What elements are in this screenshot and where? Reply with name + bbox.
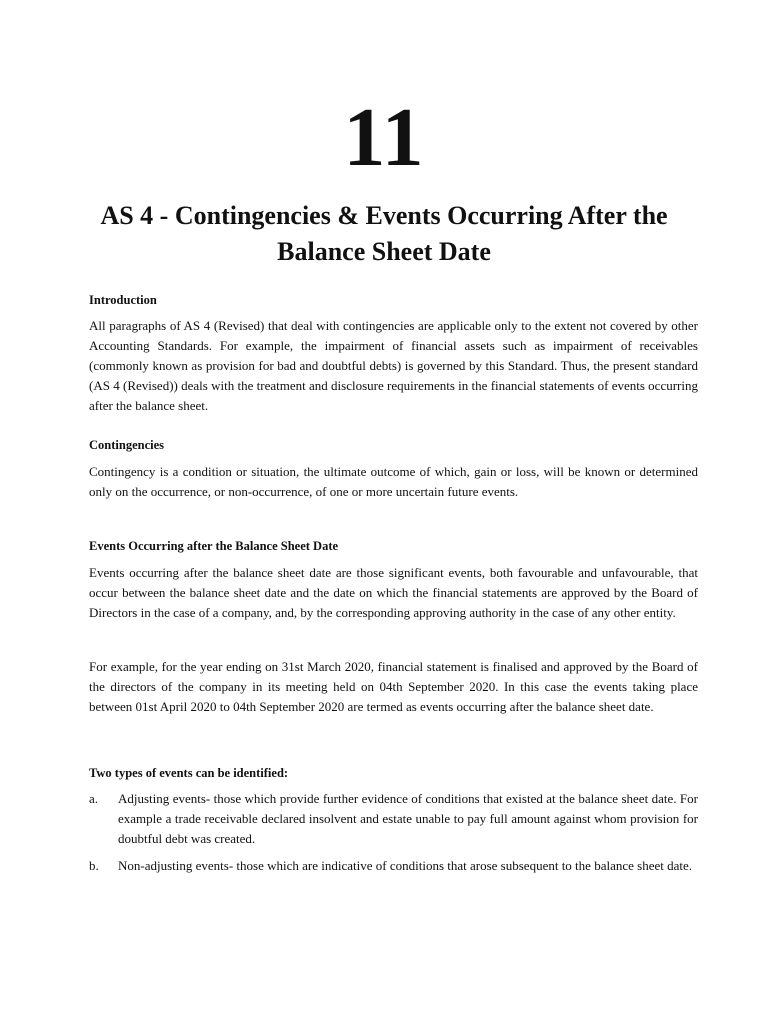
types-heading: Two types of events can be identified: (89, 766, 289, 780)
events-paragraph-1: Events occurring after the balance sheet date are those significant events, both favourable and unfavourable, that occur between the balance sheet date and the date on which the financial statements are approved by the Board of Directors in the case of a company, and, by the corresponding approving authority in the case of any other entity. (89, 565, 698, 620)
introduction-paragraph: All paragraphs of AS 4 (Revised) that deal with contingencies are applicable only to the extent not covered by other Accounting Standards. For example, the impairment of financial assets such as impairment of receivables (commonly known as provision for bad and doubtful debts) is governed by this Standard. Thus, the present standard (AS 4 (Revised)) deals with the treatment and disclosure requirements in the financial statements of events occurring after the balance sheet. (89, 318, 698, 413)
list-marker: a. (89, 791, 99, 806)
list-item-text: Non-adjusting events- those which are indicative of conditions that arose subsequent to the balance sheet date. (118, 858, 692, 873)
list-item-text: Adjusting events- those which provide further evidence of conditions that existed at the balance sheet date. For example a trade receivable declared insolvent and estate unable to pay full amount against whom provision for doubtful debt was created. (118, 791, 698, 846)
contingencies-paragraph: Contingency is a condition or situation, the ultimate outcome of which, gain or loss, will be known or determined only on the occurrence, or non-occurrence, of one or more uncertain future events. (89, 464, 698, 499)
list-item (89, 856, 698, 876)
chapter-number: 11 (343, 91, 425, 184)
list-marker: b. (89, 858, 99, 873)
chapter-title: AS 4 - Contingencies & Events Occurring After the Balance Sheet Date (100, 201, 668, 266)
contingencies-heading: Contingencies (89, 438, 164, 452)
events-paragraph-2: For example, for the year ending on 31st March 2020, financial statement is finalised and approved by the Board of the directors of the company in its meeting held on 04th September 2020. In this case the events taking place between 01st April 2020 to 04th September 2020 are termed as events occurring after the balance sheet date. (89, 659, 698, 714)
list-item (89, 789, 698, 849)
events-heading: Events Occurring after the Balance Sheet Date (89, 539, 339, 553)
introduction-heading: Introduction (89, 293, 157, 307)
